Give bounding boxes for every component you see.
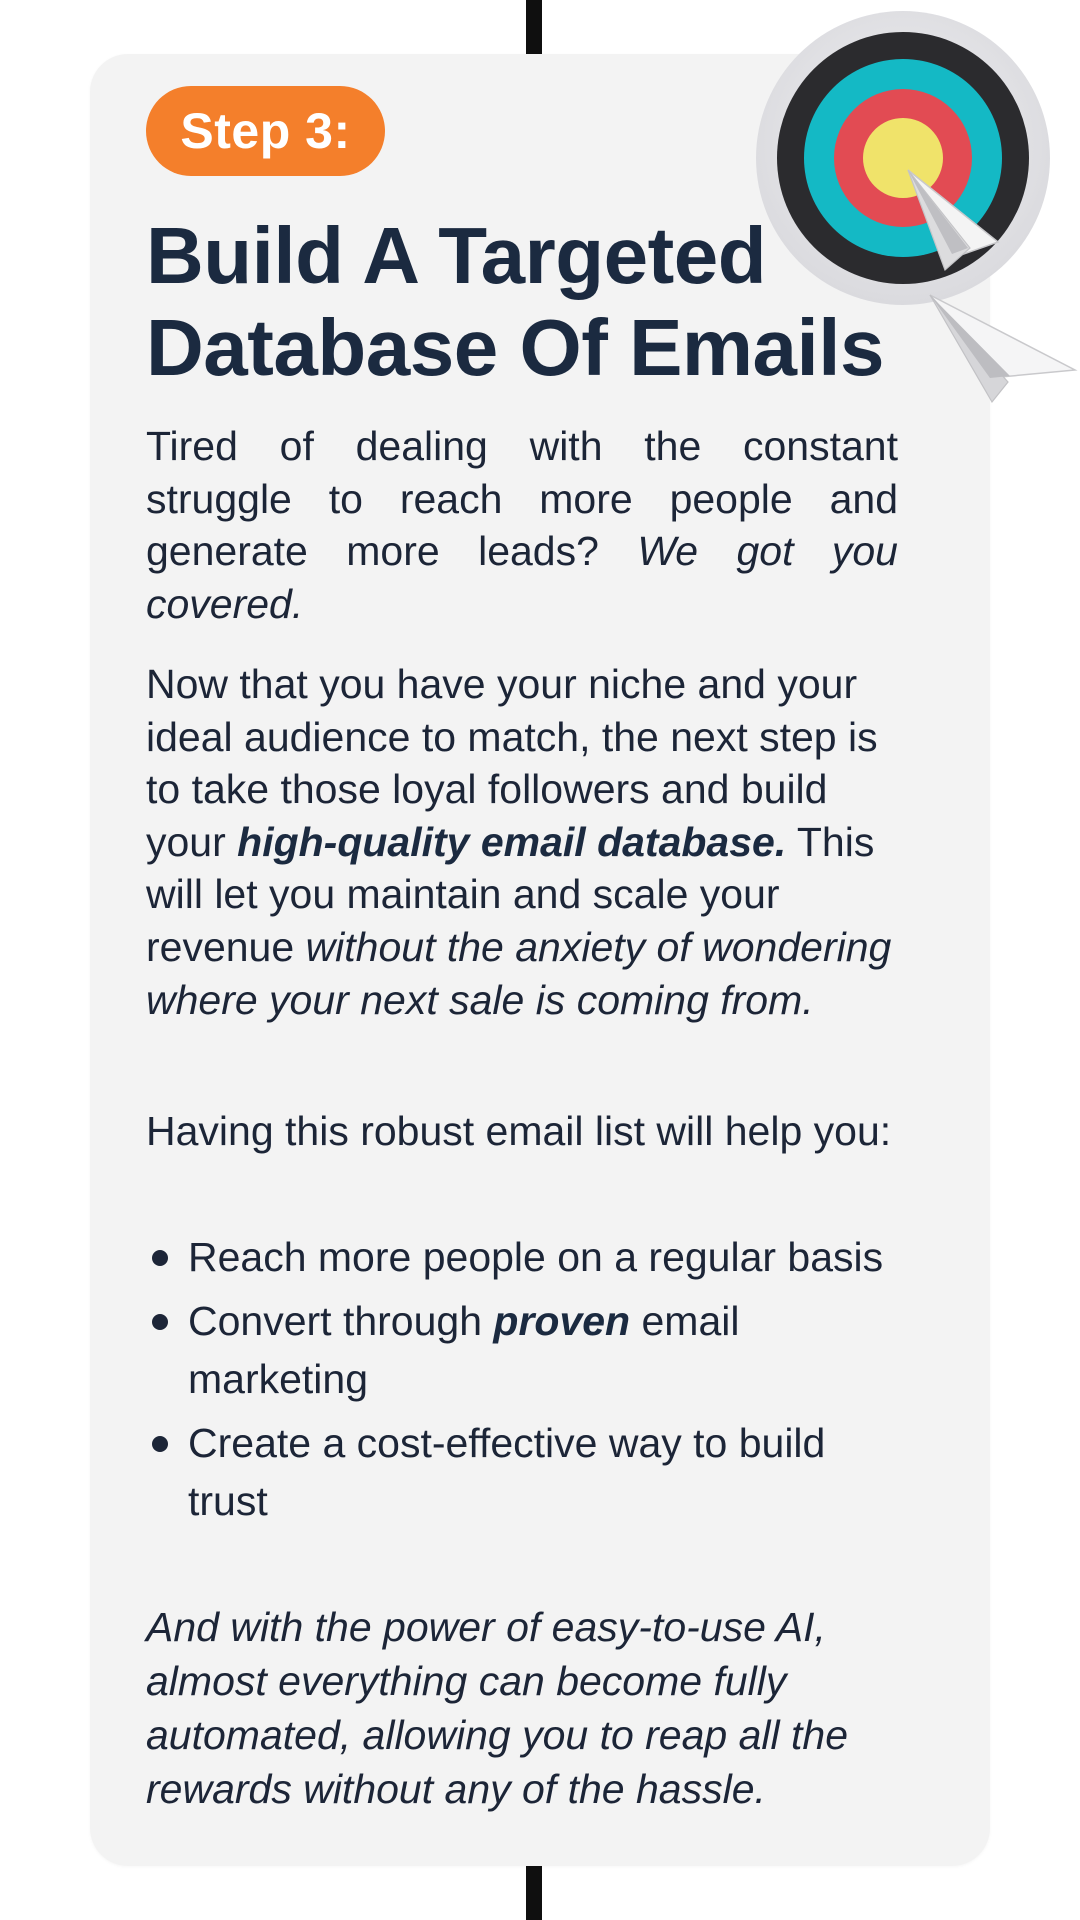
intro-paragraph xyxy=(146,420,898,630)
main-emphasis: high-quality email database. xyxy=(237,818,787,865)
bullet-icon xyxy=(152,1250,168,1266)
benefit-text: Create a cost-effective way to build trust xyxy=(188,1420,826,1524)
bullet-icon xyxy=(152,1436,168,1452)
step-badge xyxy=(146,86,385,176)
benefit-list xyxy=(146,1228,898,1536)
dartboard-with-paper-planes-icon xyxy=(740,10,1080,410)
main-text-2: This will let you maintain and scale your revenue xyxy=(146,818,875,970)
connector-line-top xyxy=(526,0,542,56)
main-text-1: Now that you have your niche and your ideal audience to match, the next step is to take those loyal followers and build your xyxy=(146,661,878,865)
list-item xyxy=(146,1292,898,1408)
benefit-emphasis: proven xyxy=(493,1298,631,1344)
benefit-text-after: email marketing xyxy=(188,1298,740,1402)
main-italic: without the anxiety of wondering where your next sale is coming from. xyxy=(146,923,892,1023)
connector-line-bottom xyxy=(526,1864,542,1920)
step-label: Step 3: xyxy=(180,103,351,159)
intro-text: Tired of dealing with the constant struggle to reach more people and generate more leads? xyxy=(146,423,898,574)
title-line-1: Build A Targeted xyxy=(146,211,767,300)
main-paragraph xyxy=(146,658,898,1026)
paper-plane-icon xyxy=(930,295,1075,402)
lead-in-paragraph: Having this robust email list will help you: xyxy=(146,1108,892,1154)
list-item xyxy=(146,1414,898,1530)
list-item xyxy=(146,1228,898,1286)
closing-paragraph: And with the power of easy-to-use AI, almost everything can become fully automated, allowing you to reap all the rewards without any of the hassle. xyxy=(146,1604,849,1812)
benefit-text: Reach more people on a regular basis xyxy=(188,1234,884,1280)
title-line-2: Database Of Emails xyxy=(146,303,884,392)
intro-italic: We got you covered. xyxy=(146,528,898,627)
bullet-icon xyxy=(152,1314,168,1330)
bullseye xyxy=(863,118,943,198)
benefit-text-before: Convert through xyxy=(188,1298,494,1344)
